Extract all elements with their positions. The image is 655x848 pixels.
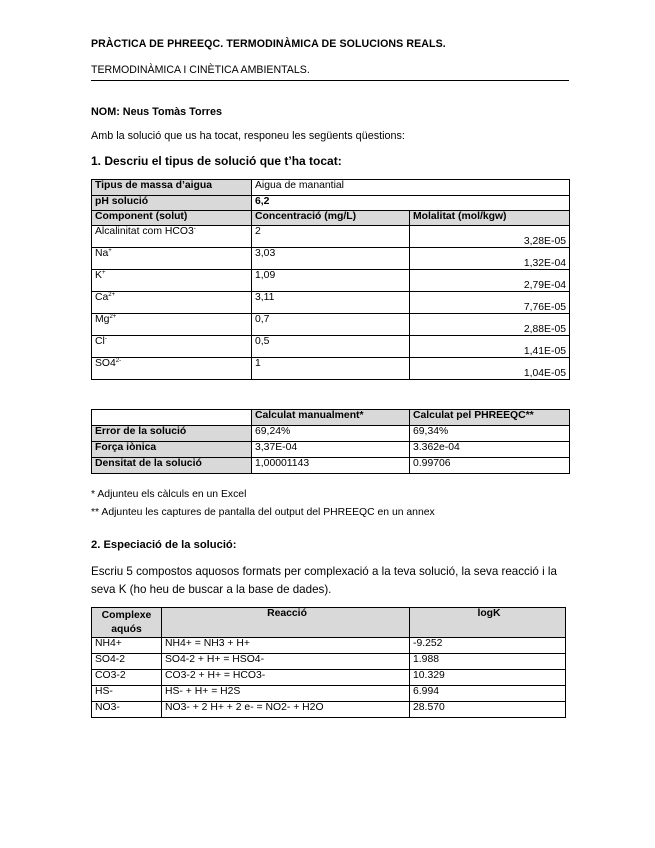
- document-title: PRÀCTICA DE PHREEQC. TERMODINÀMICA DE SOLUCIONS REALS.: [91, 38, 446, 50]
- water-type-label: Tipus de massa d’aigua: [92, 180, 252, 196]
- component-name: SO4: [95, 358, 116, 369]
- speciation-table: [91, 607, 566, 718]
- component-cell: [92, 248, 252, 270]
- table-row: [92, 226, 570, 248]
- column-header: Molalitat (mol/kgw): [410, 211, 570, 226]
- component-charge: 2+: [108, 292, 116, 298]
- column-header: Reacció: [162, 608, 410, 638]
- table-header-row: [92, 410, 570, 426]
- component-charge: -: [193, 226, 196, 232]
- molality-cell: 3,28E-05: [410, 226, 570, 248]
- component-charge: +: [108, 248, 112, 254]
- table-row: [92, 292, 570, 314]
- component-name: Alcalinitat com HCO3: [95, 226, 194, 237]
- table-row: [92, 358, 570, 380]
- component-cell: [92, 292, 252, 314]
- concentration-cell: 2: [252, 226, 410, 248]
- row-label: Error de la solució: [92, 426, 252, 442]
- table-row: [92, 270, 570, 292]
- section1-heading: 1. Descriu el tipus de solució que t’ha tocat:: [91, 154, 342, 168]
- section2-instructions: Escriu 5 compostos aquosos formats per complexació a la teva solució, la seva reacció i la seva K (ho heu de buscar a la base de dades).: [91, 565, 557, 596]
- phreeqc-value-cell: 69,34%: [410, 426, 570, 442]
- manual-value-cell: 69,24%: [252, 426, 410, 442]
- column-header: Complexe aquós: [92, 608, 162, 638]
- ph-label: pH solució: [92, 196, 252, 211]
- concentration-cell: 0,7: [252, 314, 410, 336]
- table-row: [92, 336, 570, 358]
- solution-table: [91, 179, 570, 380]
- molality-cell: 2,79E-04: [410, 270, 570, 292]
- course-name: TERMODINÀMICA I CINÈTICA AMBIENTALS.: [91, 64, 310, 76]
- column-header: Component (solut): [92, 211, 252, 226]
- molality-cell: 1,32E-04: [410, 248, 570, 270]
- component-name: Ca: [95, 292, 109, 303]
- manual-value-cell: 1,00001143: [252, 458, 410, 474]
- intro-text: Amb la solució que us ha tocat, responeu les següents qüestions:: [91, 130, 405, 142]
- ph-value: 6,2: [252, 196, 570, 211]
- table-row: [92, 458, 570, 474]
- component-cell: [92, 270, 252, 292]
- concentration-cell: 1: [252, 358, 410, 380]
- phreeqc-value-cell: 3.362e-04: [410, 442, 570, 458]
- complex-cell: NO3-: [92, 702, 162, 718]
- logk-cell: -9.252: [410, 638, 566, 654]
- component-cell: [92, 226, 252, 248]
- table-row: [92, 426, 570, 442]
- column-header: Concentració (mg/L): [252, 211, 410, 226]
- reaction-cell: NH4+ = NH3 + H+: [162, 638, 410, 654]
- molality-cell: 7,76E-05: [410, 292, 570, 314]
- column-header: logK: [410, 608, 566, 638]
- reaction-cell: NO3- + 2 H+ + 2 e- = NO2- + H2O: [162, 702, 410, 718]
- component-name: K: [95, 270, 102, 281]
- table-row: [92, 180, 570, 196]
- component-name: Mg: [95, 314, 110, 325]
- table-header-row: [92, 608, 566, 638]
- table-row: [92, 638, 566, 654]
- calculation-table: [91, 409, 570, 474]
- footnote: ** Adjunteu les captures de pantalla del output del PHREEQC en un annex: [91, 507, 435, 518]
- table-row: [92, 702, 566, 718]
- empty-cell: [92, 410, 252, 426]
- component-cell: [92, 336, 252, 358]
- logk-cell: 6.994: [410, 686, 566, 702]
- component-name: Na: [95, 248, 109, 259]
- header-divider: [91, 80, 569, 81]
- concentration-cell: 3,11: [252, 292, 410, 314]
- component-name: Cl: [95, 336, 105, 347]
- concentration-cell: 0,5: [252, 336, 410, 358]
- water-type-value: Aigua de manantial: [252, 180, 570, 196]
- footnote: * Adjunteu els càlculs en un Excel: [91, 489, 247, 500]
- concentration-cell: 3,03: [252, 248, 410, 270]
- table-row: [92, 196, 570, 211]
- molality-cell: 2,88E-05: [410, 314, 570, 336]
- molality-cell: 1,41E-05: [410, 336, 570, 358]
- author-name: NOM: Neus Tomàs Torres: [91, 106, 222, 118]
- table-row: [92, 686, 566, 702]
- component-charge: +: [101, 270, 106, 276]
- reaction-cell: CO3-2 + H+ = HCO3-: [162, 670, 410, 686]
- logk-cell: 28.570: [410, 702, 566, 718]
- column-header: Calculat manualment*: [252, 410, 410, 426]
- component-charge: -: [104, 336, 107, 342]
- table-row: [92, 314, 570, 336]
- phreeqc-value-cell: 0.99706: [410, 458, 570, 474]
- complex-cell: CO3-2: [92, 670, 162, 686]
- column-header: Calculat pel PHREEQC**: [410, 410, 570, 426]
- reaction-cell: SO4-2 + H+ = HSO4-: [162, 654, 410, 670]
- table-row: [92, 248, 570, 270]
- complex-cell: NH4+: [92, 638, 162, 654]
- component-cell: [92, 358, 252, 380]
- component-charge: 2+: [109, 314, 117, 320]
- section2-heading: 2. Especiació de la solució:: [91, 539, 237, 551]
- complex-cell: HS-: [92, 686, 162, 702]
- row-label: Força iònica: [92, 442, 252, 458]
- component-charge: 2-: [115, 358, 122, 364]
- reaction-cell: HS- + H+ = H2S: [162, 686, 410, 702]
- component-cell: [92, 314, 252, 336]
- complex-cell: SO4-2: [92, 654, 162, 670]
- table-header-row: [92, 211, 570, 226]
- table-row: [92, 654, 566, 670]
- logk-cell: 10.329: [410, 670, 566, 686]
- manual-value-cell: 3,37E-04: [252, 442, 410, 458]
- table-row: [92, 442, 570, 458]
- concentration-cell: 1,09: [252, 270, 410, 292]
- molality-cell: 1,04E-05: [410, 358, 570, 380]
- table-row: [92, 670, 566, 686]
- row-label: Densitat de la solució: [92, 458, 252, 474]
- logk-cell: 1.988: [410, 654, 566, 670]
